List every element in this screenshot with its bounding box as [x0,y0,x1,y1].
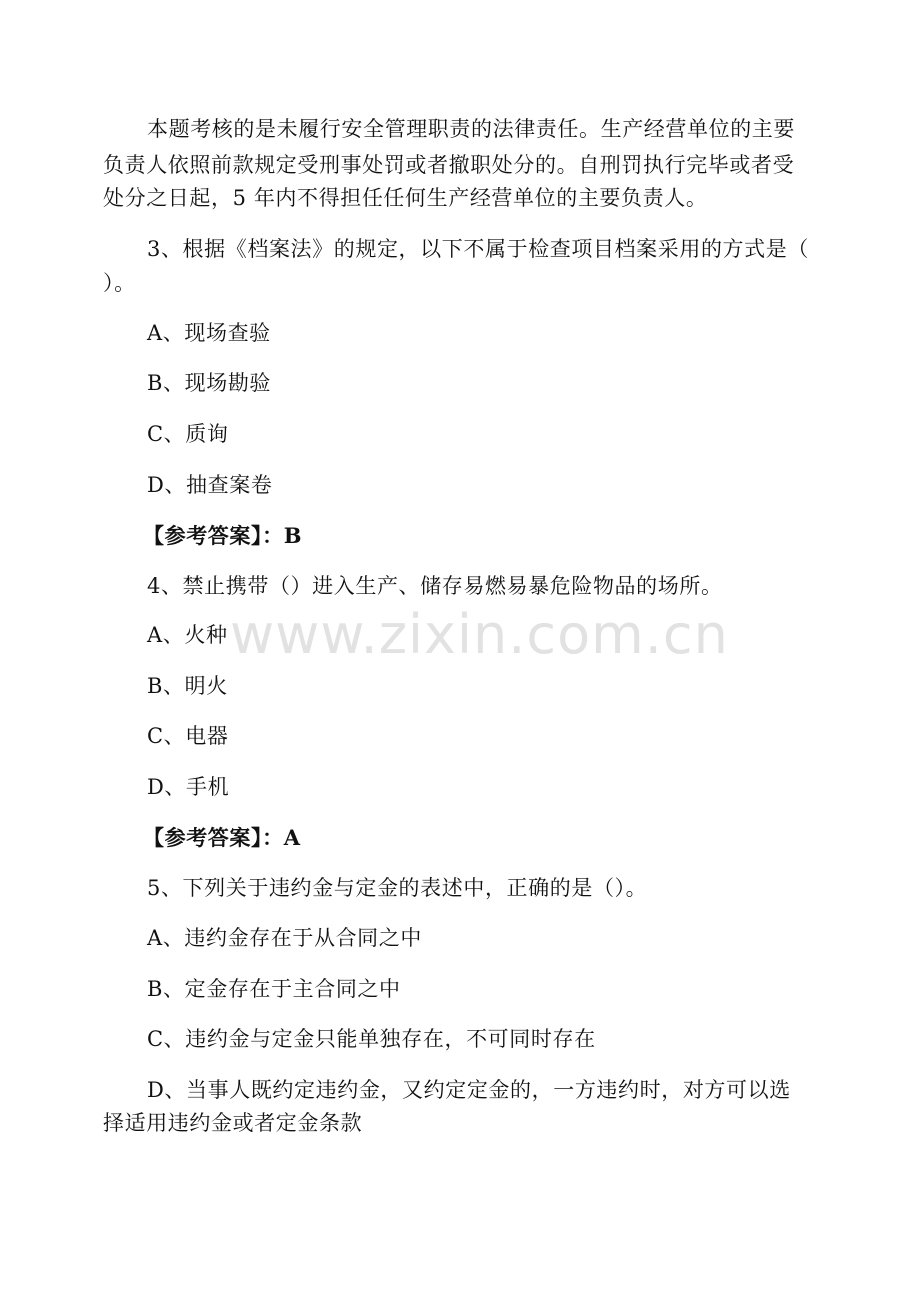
question-4-answer: 【参考答案】：A [143,825,301,850]
question-5-option-c: C、违约金与定金只能单独存在，不可同时存在 [147,1027,596,1051]
question-3-option-d: D、抽查案卷 [147,473,273,497]
explanation-line-3: 处分之日起，5 年内不得担任任何生产经营单位的主要负责人。 [103,186,708,210]
question-4-option-d: D、手机 [147,775,230,799]
watermark: www.zixin.com.cn [230,603,729,666]
question-5-option-d: D、当事人既约定违约金，又约定定金的，一方违约时，对方可以选 [147,1078,791,1102]
question-3-option-c: C、质询 [147,422,229,446]
question-3-option-a: A、现场查验 [147,321,271,345]
question-4-option-b: B、明火 [147,674,228,698]
question-5-option-a: A、违约金存在于从合同之中 [147,926,422,950]
explanation-line-2: 负责人依照前款规定受刑事处罚或者撤职处分的。自刑罚执行完毕或者受 [103,153,795,177]
question-3-stem: 3、根据《档案法》的规定，以下不属于检查项目档案采用的方式是（ [147,237,809,261]
question-3-option-b: B、现场勘验 [147,371,272,395]
question-4-option-a: A、火种 [147,623,228,647]
question-5-option-d-continued: 择适用违约金或者定金条款 [103,1111,363,1135]
explanation-line-1: 本题考核的是未履行安全管理职责的法律责任。生产经营单位的主要 [147,117,795,141]
question-3-stem-continued: ）。 [103,271,136,295]
question-4-stem: 4、禁止携带（）进入生产、储存易燃易暴危险物品的场所。 [147,574,723,598]
question-4-option-c: C、电器 [147,724,229,748]
question-5-stem: 5、下列关于违约金与定金的表述中，正确的是（）。 [147,876,648,900]
question-5-option-b: B、定金存在于主合同之中 [147,977,401,1001]
question-3-answer: 【参考答案】：B [143,523,303,548]
